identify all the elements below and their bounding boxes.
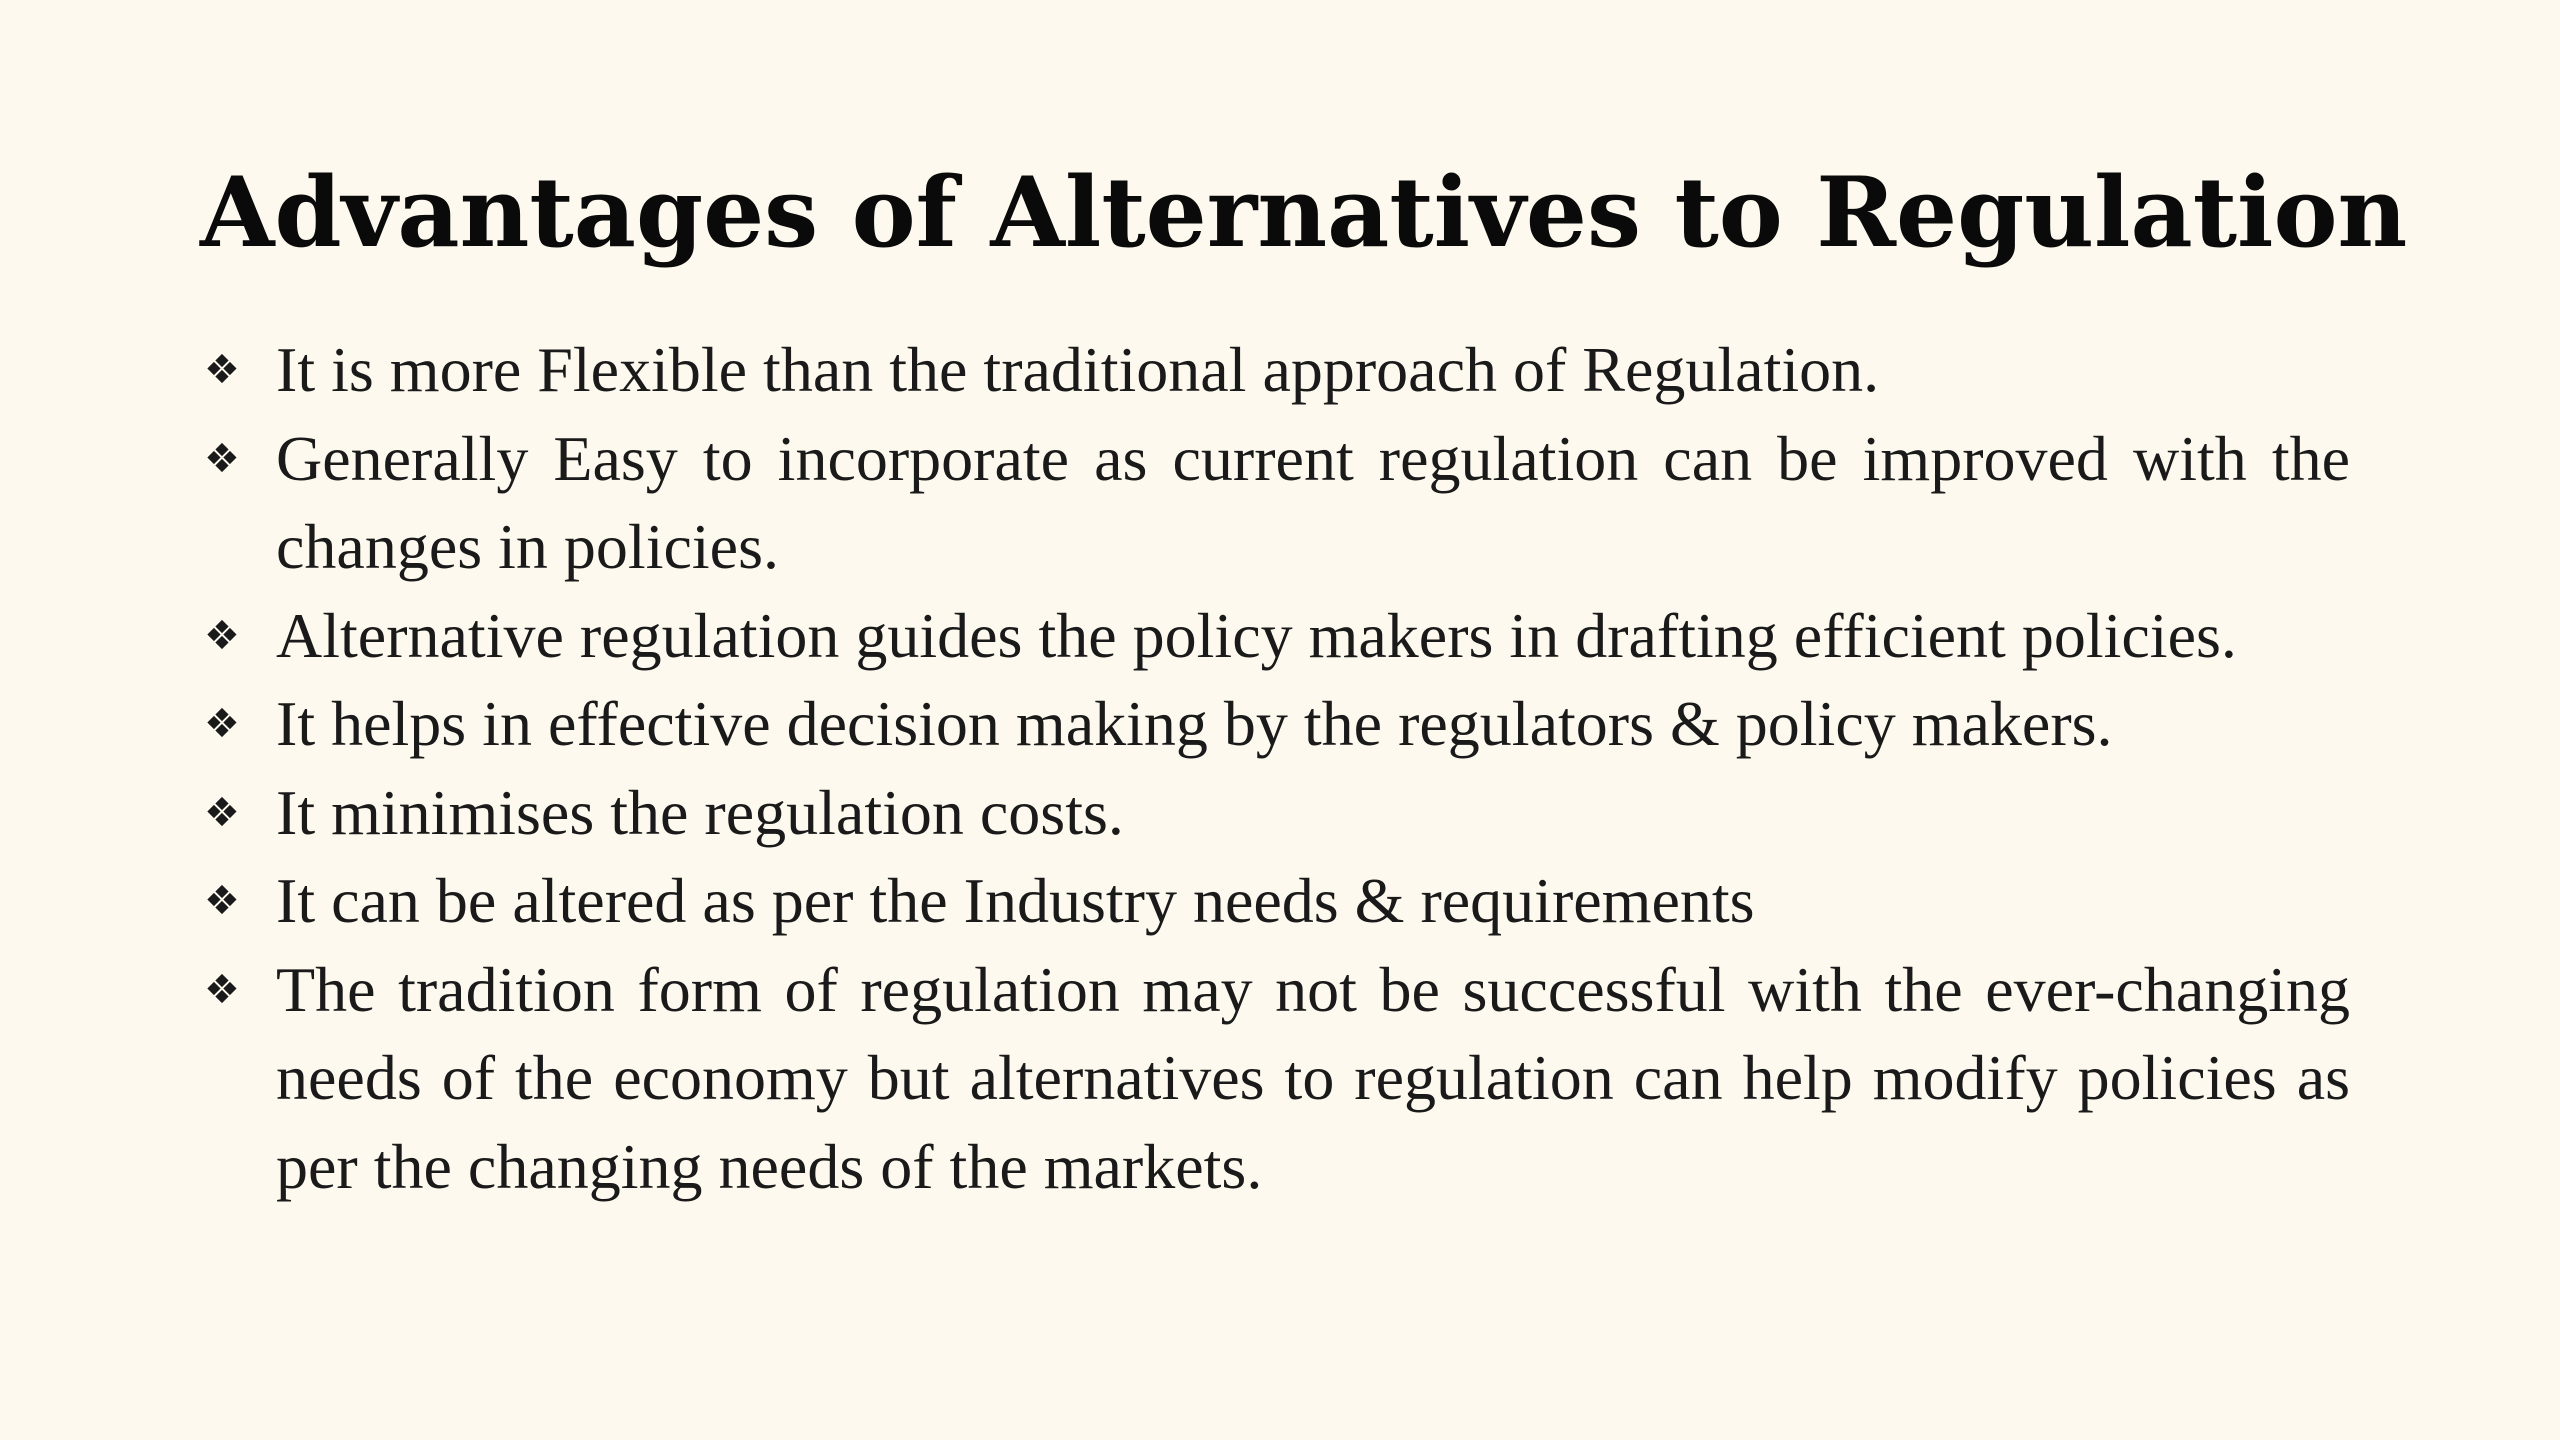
bullet-text: Generally Easy to incorporate as current regulation can be improved with the changes in policies.	[276, 422, 2350, 582]
bullet-text: It helps in effective decision making by the regulators & policy makers.	[276, 688, 2113, 759]
bullet-list	[200, 326, 2350, 1211]
four-diamond-icon: ❖	[204, 701, 240, 747]
bullet-text: It is more Flexible than the traditional approach of Regulation.	[276, 334, 1880, 405]
bullet-text: The tradition form of regulation may not be successful with the ever-changing needs of the economy but alternatives to regulation can help modify policies as per the changing needs of the markets.	[276, 953, 2350, 1202]
bullet-item	[200, 857, 2350, 946]
four-diamond-icon: ❖	[204, 966, 240, 1013]
four-diamond-icon: ❖	[204, 435, 240, 482]
bullet-text: It can be altered as per the Industry needs & requirements	[276, 865, 1755, 936]
four-diamond-icon: ❖	[204, 612, 240, 659]
bullet-item	[200, 680, 2350, 769]
bullet-text: Alternative regulation guides the policy makers in drafting efficient policies.	[276, 599, 2237, 671]
bullet-item	[200, 946, 2350, 1212]
bullet-item	[200, 326, 2350, 415]
four-diamond-icon: ❖	[204, 789, 240, 836]
bullet-text: It minimises the regulation costs.	[276, 776, 1124, 848]
four-diamond-icon: ❖	[204, 347, 240, 393]
bullet-item	[200, 769, 2350, 858]
slide-title: Advantages of Alternatives to Regulation	[200, 156, 2408, 269]
bullet-item	[200, 415, 2350, 592]
four-diamond-icon: ❖	[204, 878, 240, 924]
bullet-item	[200, 592, 2350, 681]
